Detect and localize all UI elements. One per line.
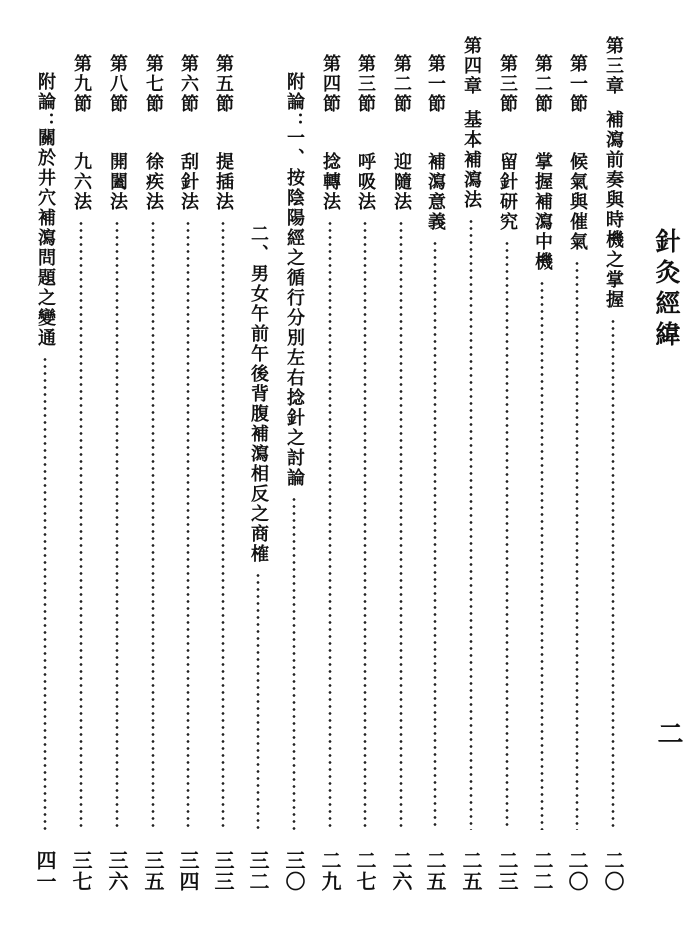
toc-dot-leader: [363, 220, 367, 830]
toc-entry-label: 第九節: [71, 54, 92, 114]
toc-dot-leader: [186, 220, 190, 830]
toc-entry-title: 基本補瀉法: [461, 110, 482, 210]
toc-entry-label: 第三節: [355, 54, 376, 114]
toc-entry-page: 三三: [211, 850, 235, 892]
toc-entry-title: 留針研究: [497, 152, 518, 232]
toc-entry: [279, 36, 309, 892]
toc-dot-leader: [79, 220, 83, 830]
toc-entry-page: 四一: [33, 850, 57, 892]
toc-entry-label: 附論：: [284, 72, 305, 132]
toc-entry-page: 三〇: [282, 850, 306, 892]
toc-entry-label: 第一節: [425, 54, 446, 114]
toc-entry-label: 第二節: [532, 54, 553, 114]
toc-entry-page: 二六: [389, 850, 413, 892]
toc-entry-page: 三二: [246, 850, 270, 892]
toc-entry-label: 第八節: [107, 54, 128, 114]
toc-entry-label: 第三章: [603, 36, 624, 96]
toc-entry: [492, 36, 522, 892]
toc-dot-leader: [505, 240, 509, 830]
toc-entry-label: 第六節: [178, 54, 199, 114]
toc-entry-title: 開闔法: [107, 152, 128, 212]
toc-entry-page: 二九: [318, 850, 342, 892]
toc-dot-leader: [328, 220, 332, 830]
toc-entry-page: 二五: [459, 850, 483, 892]
toc-entry: [102, 36, 132, 892]
toc-entry-label: 第四章: [461, 36, 482, 96]
toc-entry-page: 二〇: [601, 850, 625, 892]
toc-entry: [173, 36, 203, 892]
toc-entry-label: 第二節: [391, 54, 412, 114]
toc-entry-page: 三五: [141, 850, 165, 892]
toc-entry-title: 二、男女午前午後背腹補瀉相反之商榷: [248, 224, 269, 564]
toc-dot-leader: [292, 496, 296, 830]
toc-entry-page: 二五: [423, 850, 447, 892]
toc-entry: [66, 36, 96, 892]
toc-entry: [208, 36, 238, 892]
toc-entry: [243, 36, 273, 892]
toc-entry-page: 三六: [105, 850, 129, 892]
toc-entry-label: 附論：: [35, 72, 56, 132]
toc-entry-page: 三四: [176, 850, 200, 892]
toc-dot-leader: [151, 220, 155, 830]
toc-dot-leader: [399, 220, 403, 830]
toc-dot-leader: [611, 318, 615, 830]
toc-entry-label: 第一節: [567, 54, 588, 114]
toc-entry: [138, 36, 168, 892]
toc-entry-title: 刮針法: [178, 152, 199, 212]
toc-entry-title: 掌握補瀉中機: [532, 152, 553, 272]
toc-entry-page: 二二: [530, 850, 554, 892]
toc-entry-title: 提插法: [213, 152, 234, 212]
toc-dot-leader: [115, 220, 119, 830]
toc-entry-title: 補瀉前奏與時機之掌握: [603, 110, 624, 310]
toc-entry-page: 二三: [495, 850, 519, 892]
running-header-title: 針灸經緯: [652, 228, 681, 352]
toc-entry: [598, 36, 628, 892]
toc-entry: [315, 36, 345, 892]
toc-entry-label: 第四節: [320, 54, 341, 114]
toc-entry: [30, 36, 60, 892]
toc-dot-leader: [221, 220, 225, 830]
toc-entry-page: 二七: [353, 850, 377, 892]
toc-dot-leader: [575, 260, 579, 830]
toc-entry-title: 補瀉意義: [425, 152, 446, 232]
toc-entry-title: 呼吸法: [355, 152, 376, 212]
toc-entry: [527, 36, 557, 892]
toc-entry-title: 關於井穴補瀉問題之變通: [35, 128, 56, 348]
page-number: 二: [653, 720, 683, 746]
toc-dot-leader: [256, 572, 260, 830]
toc-entry-label: 第五節: [213, 54, 234, 114]
toc-entry: [386, 36, 416, 892]
toc-entry-title: 迎隨法: [391, 152, 412, 212]
toc-dot-leader: [540, 280, 544, 830]
toc-entry-title: 九六法: [71, 152, 92, 212]
toc-entry: [456, 36, 486, 892]
toc-entry-label: 第三節: [497, 54, 518, 114]
toc-entry-title: 一、按陰陽經之循行分別左右捻針之討論: [284, 128, 305, 488]
toc-entry-title: 徐疾法: [143, 152, 164, 212]
toc-entry-title: 捻轉法: [320, 152, 341, 212]
toc-entry: [562, 36, 592, 892]
toc-entry-page: 二〇: [565, 850, 589, 892]
toc-entry: [350, 36, 380, 892]
toc-dot-leader: [433, 240, 437, 830]
toc-entry: [420, 36, 450, 892]
toc-entry-title: 候氣與催氣: [567, 152, 588, 252]
toc-entry-page: 三七: [69, 850, 93, 892]
toc-entry-label: 第七節: [143, 54, 164, 114]
toc-dot-leader: [43, 356, 47, 830]
toc-dot-leader: [469, 218, 473, 830]
